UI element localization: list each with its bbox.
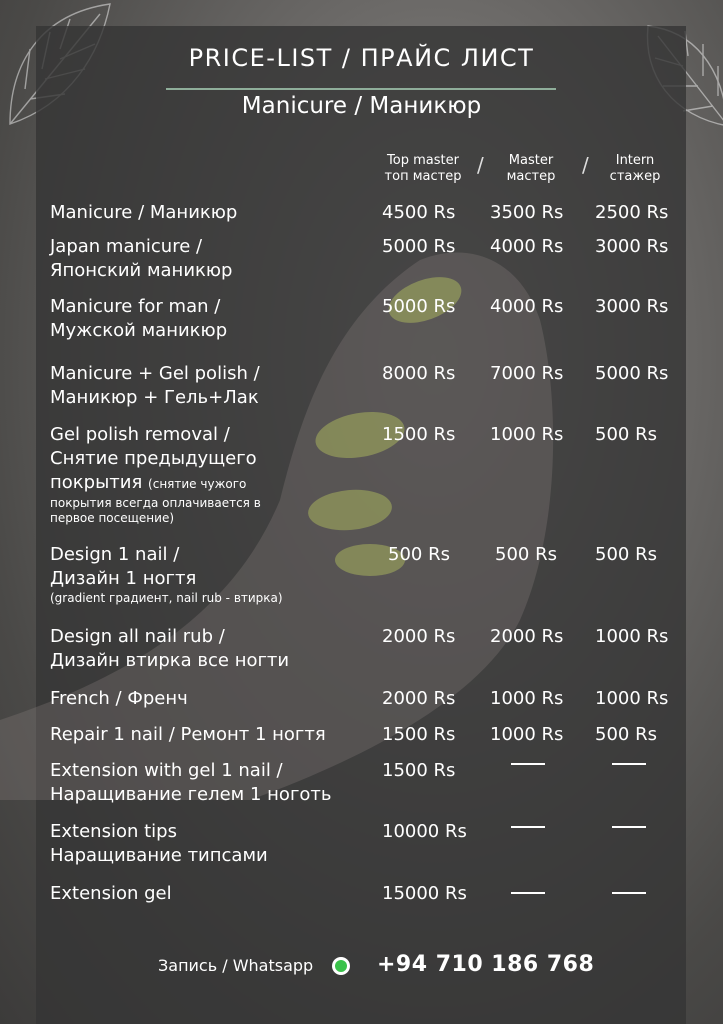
service-line: Наращивание типсами [50,845,268,866]
price-master: 1000 Rs [490,688,564,709]
booking-label: Запись / Whatsapp [158,956,314,975]
price-unavailable-dash [612,763,646,765]
price-top-master: 4500 Rs [382,202,456,223]
price-master: 7000 Rs [490,363,564,384]
price-intern: 500 Rs [595,544,657,565]
service-name [50,423,380,526]
phone-number[interactable]: +94 710 186 768 [377,952,595,977]
service-name [50,362,380,410]
price-intern: 2500 Rs [595,202,669,223]
service-name [50,687,380,711]
column-header-line: топ мастер [384,169,462,184]
service-name [50,820,380,868]
page-title: PRICE-LIST / ПРАЙС ЛИСТ [188,44,535,72]
service-name [50,543,380,606]
price-unavailable-dash [612,892,646,894]
price-intern: 500 Rs [595,424,657,445]
column-header-line: стажер [609,169,661,184]
price-unavailable-dash [511,826,545,828]
price-top-master: 2000 Rs [382,626,456,647]
service-line: Наращивание гелем 1 ноготь [50,784,332,805]
column-separator: / [582,153,589,177]
price-intern: 5000 Rs [595,363,669,384]
column-header-line: Master [508,153,554,168]
service-note: покрытия всегда оплачивается в первое посещение) [50,496,261,525]
service-name [50,201,380,225]
column-separator: / [477,153,484,177]
price-master: 3500 Rs [490,202,564,223]
column-header-line: Intern [615,153,655,168]
section-subtitle: Manicure / Маникюр [241,93,482,119]
service-line: Дизайн 1 ногтя [50,568,197,589]
service-note: (снятие чужого [148,477,247,491]
price-master: 4000 Rs [490,296,564,317]
service-line: Маникюр + Гель+Лак [50,387,259,408]
whatsapp-icon[interactable] [332,957,350,975]
price-master: 1000 Rs [490,424,564,445]
service-line: Design all nail rub / [50,626,225,647]
column-header-master [496,153,566,185]
service-name [50,759,380,807]
service-line: Manicure for man / [50,296,221,317]
service-name [50,295,380,343]
price-unavailable-dash [511,763,545,765]
price-top-master: 1500 Rs [382,724,456,745]
service-line: Extension with gel 1 nail / [50,760,283,781]
price-intern: 500 Rs [595,724,657,745]
price-master: 2000 Rs [490,626,564,647]
price-top-master: 15000 Rs [382,883,467,904]
price-unavailable-dash [511,892,545,894]
service-line: Manicure / Маникюр [50,202,238,223]
price-intern: 1000 Rs [595,688,669,709]
price-top-master: 8000 Rs [382,363,456,384]
price-intern: 3000 Rs [595,236,669,257]
service-name [50,723,380,747]
service-name [50,882,380,906]
price-top-master: 1500 Rs [382,760,456,781]
price-top-master: 500 Rs [388,544,450,565]
service-name [50,235,380,283]
service-line: Мужской маникюр [50,320,228,341]
service-line-part: покрытия [50,472,143,493]
price-top-master: 10000 Rs [382,821,467,842]
price-top-master: 1500 Rs [382,424,456,445]
column-header-top-master [380,153,466,185]
column-header-intern [600,153,670,185]
price-intern: 1000 Rs [595,626,669,647]
service-line [50,471,380,496]
price-top-master: 5000 Rs [382,236,456,257]
title-underline [166,88,556,90]
service-line: Japan manicure / [50,236,203,257]
service-line: Японский маникюр [50,260,233,281]
service-note: (gradient градиент, nail rub - втирка) [50,591,283,605]
price-master: 500 Rs [495,544,557,565]
service-line: Gel polish removal / [50,424,230,445]
service-name [50,625,380,673]
price-master: 1000 Rs [490,724,564,745]
service-line: Manicure + Gel polish / [50,363,260,384]
service-line: Design 1 nail / [50,544,180,565]
price-top-master: 2000 Rs [382,688,456,709]
price-top-master: 5000 Rs [382,296,456,317]
column-header-line: мастер [506,169,556,184]
price-intern: 3000 Rs [595,296,669,317]
service-line: French / Френч [50,688,188,709]
service-line: Extension gel [50,883,172,904]
service-line: Extension tips [50,821,177,842]
whatsapp-icon-fill [335,960,347,972]
price-master: 4000 Rs [490,236,564,257]
service-line: Repair 1 nail / Ремонт 1 ногтя [50,724,326,745]
service-line: Снятие предыдущего [50,448,257,469]
price-unavailable-dash [612,826,646,828]
service-line: Дизайн втирка все ногти [50,650,290,671]
column-header-line: Top master [387,153,459,168]
